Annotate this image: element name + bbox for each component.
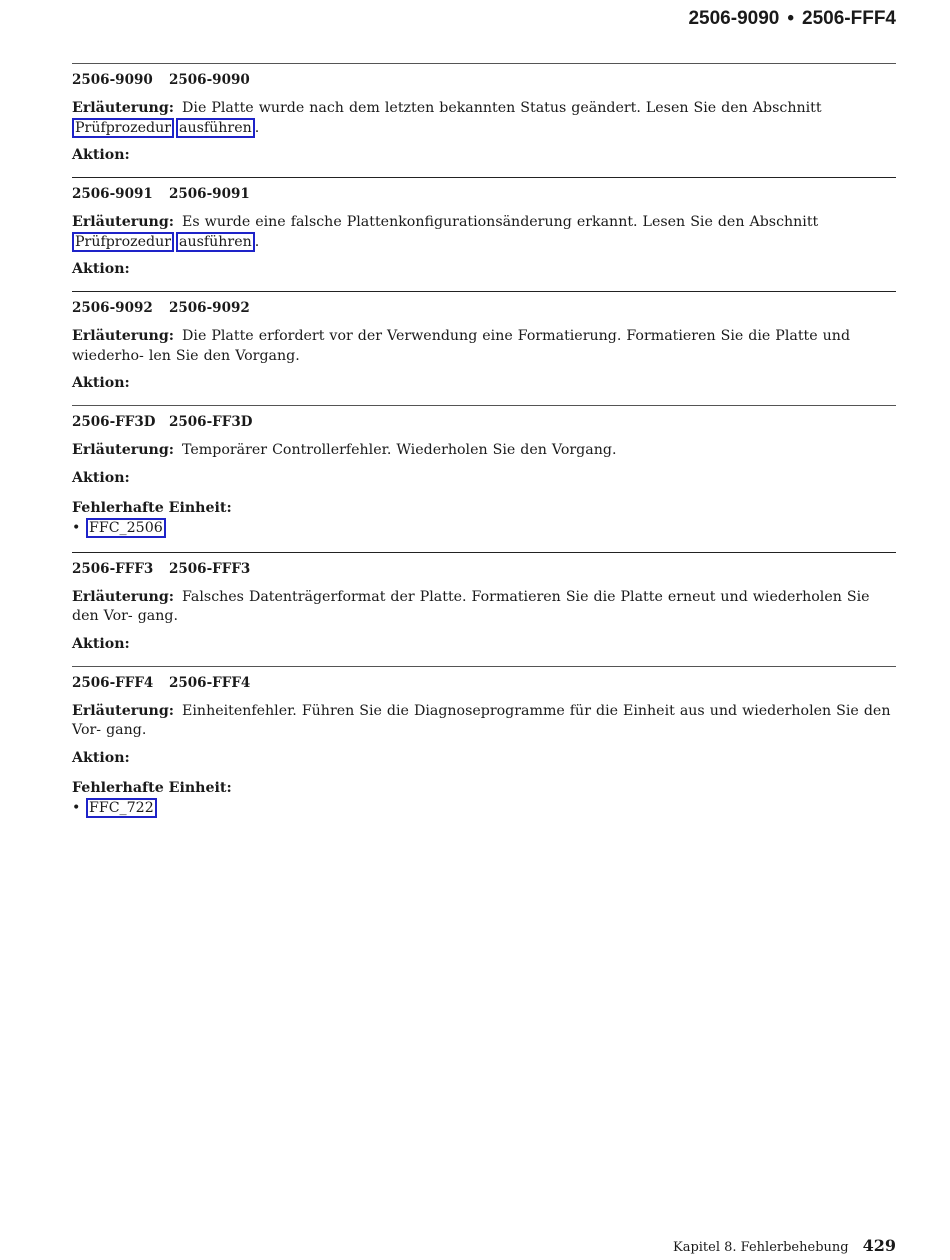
message-codes xyxy=(72,300,896,318)
running-head-left: 2506-9090 xyxy=(688,8,780,29)
pruefprozedur-link[interactable]: Prüfprozedur xyxy=(72,118,174,138)
message-entry-2506-fff3 xyxy=(72,552,896,656)
action-label: Aktion: xyxy=(72,749,130,766)
explanation-text: Die Platte erfordert vor der Verwendung eine Formatierung. Formatieren Sie die Platte und wiederho- len Sie den Vorgang. xyxy=(72,328,851,364)
message-code: 2506-9090 xyxy=(72,72,153,88)
message-code-secondary: 2506-9091 xyxy=(169,186,250,202)
explanation-text: Die Platte wurde nach dem letzten bekannten Status geändert. Lesen Sie den Abschnitt xyxy=(182,100,822,116)
explanation-paragraph xyxy=(72,327,896,366)
explanation-label: Erläuterung: xyxy=(72,588,175,605)
message-entry-2506-9091 xyxy=(72,177,896,281)
running-head xyxy=(688,8,896,30)
message-codes xyxy=(72,72,896,90)
running-head-right: 2506-FFF4 xyxy=(802,8,896,29)
message-code-secondary: 2506-9092 xyxy=(169,300,250,316)
message-codes xyxy=(72,186,896,204)
action-label: Aktion: xyxy=(72,635,130,652)
explanation-text: Falsches Datenträgerformat der Platte. Formatieren Sie die Platte erneut und wiederholen Sie den Vor- gang. xyxy=(72,588,870,624)
faulty-unit-label: Fehlerhafte Einheit: xyxy=(72,779,232,796)
message-list xyxy=(72,63,896,832)
ausfuehren-link[interactable]: ausführen xyxy=(176,232,255,252)
message-code: 2506-FFF4 xyxy=(72,674,154,691)
explanation-suffix: . xyxy=(254,119,260,136)
bullet-icon: • xyxy=(72,519,81,536)
message-codes xyxy=(72,675,896,693)
message-code-secondary: 2506-FFF4 xyxy=(169,674,251,691)
chapter-title: Kapitel 8. Fehlerbehebung xyxy=(672,1240,849,1255)
message-entry-2506-ff3d xyxy=(72,405,896,542)
explanation-paragraph xyxy=(72,99,896,138)
explanation-label: Erläuterung: xyxy=(72,442,175,458)
faulty-unit-label: Fehlerhafte Einheit: xyxy=(72,499,232,516)
explanation-label: Erläuterung: xyxy=(72,702,175,719)
explanation-paragraph xyxy=(72,213,896,252)
explanation-paragraph xyxy=(72,441,896,461)
ffc-2506-link[interactable]: FFC_2506 xyxy=(86,518,166,538)
message-code: 2506-FFF3 xyxy=(72,560,154,577)
faulty-unit-item xyxy=(72,520,896,542)
faulty-unit-item xyxy=(72,800,896,822)
explanation-text: Einheitenfehler. Führen Sie die Diagnoseprogramme für die Einheit aus und wiederholen Sie den Vor- gang. xyxy=(72,702,891,738)
explanation-label: Erläuterung: xyxy=(72,328,175,344)
explanation-label: Erläuterung: xyxy=(72,100,175,116)
message-code: 2506-9091 xyxy=(72,186,153,202)
action-label: Aktion: xyxy=(72,147,130,163)
explanation-suffix: . xyxy=(254,233,260,250)
ffc-722-link[interactable]: FFC_722 xyxy=(86,798,157,818)
message-code-secondary: 2506-FF3D xyxy=(169,414,253,430)
message-entry-2506-9090 xyxy=(72,63,896,167)
action-label: Aktion: xyxy=(72,375,130,391)
explanation-paragraph xyxy=(72,588,896,627)
page-number: 429 xyxy=(862,1236,896,1255)
running-head-separator: • xyxy=(787,8,795,29)
action-label: Aktion: xyxy=(72,261,130,277)
message-codes xyxy=(72,414,896,432)
explanation-label: Erläuterung: xyxy=(72,214,175,230)
action-label: Aktion: xyxy=(72,469,130,486)
message-entry-2506-fff4 xyxy=(72,666,896,822)
message-code: 2506-FF3D xyxy=(72,414,156,430)
bullet-icon: • xyxy=(72,799,81,816)
message-code-secondary: 2506-9090 xyxy=(169,72,250,88)
explanation-paragraph xyxy=(72,702,896,741)
explanation-text: Es wurde eine falsche Plattenkonfigurationsänderung erkannt. Lesen Sie den Abschnitt xyxy=(182,214,819,230)
message-code-secondary: 2506-FFF3 xyxy=(169,560,251,577)
message-entry-2506-9092 xyxy=(72,291,896,395)
message-codes xyxy=(72,561,896,579)
ausfuehren-link[interactable]: ausführen xyxy=(176,118,255,138)
explanation-text: Temporärer Controllerfehler. Wiederholen Sie den Vorgang. xyxy=(182,442,617,458)
pruefprozedur-link[interactable]: Prüfprozedur xyxy=(72,232,174,252)
page-footer xyxy=(673,1236,896,1255)
message-code: 2506-9092 xyxy=(72,300,153,316)
